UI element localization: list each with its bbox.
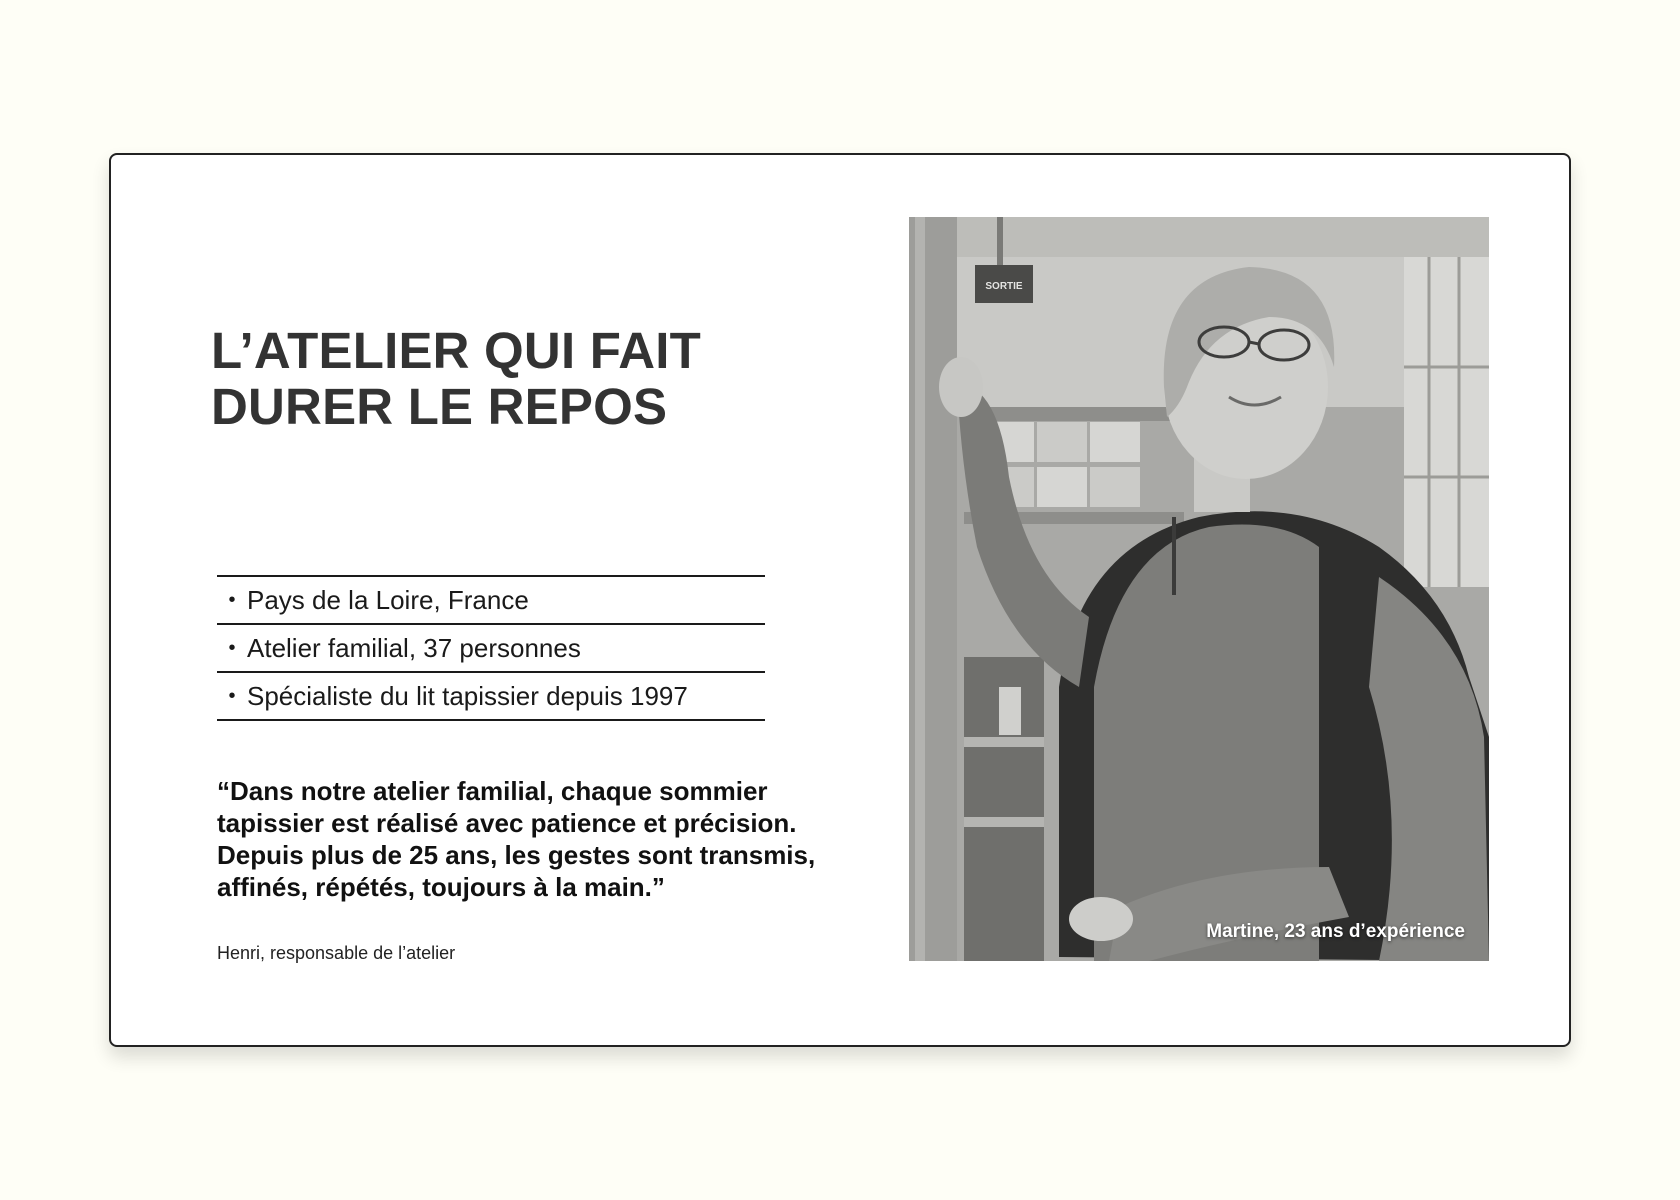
headline bbox=[211, 323, 811, 435]
quote-attribution: Henri, responsable de l’atelier bbox=[217, 943, 456, 963]
fact-label: Pays de la Loire, France bbox=[247, 584, 529, 615]
fact-label: Spécialiste du lit tapissier depuis 1997 bbox=[247, 680, 688, 711]
fact-item-staff bbox=[217, 625, 765, 673]
bullet-icon: • bbox=[228, 588, 236, 611]
atelier-card bbox=[109, 153, 1571, 1047]
headline-line-2: DURER LE REPOS bbox=[211, 378, 668, 435]
artisan-photo-illustration bbox=[909, 217, 1489, 961]
headline-line-1: L’ATELIER QUI FAIT bbox=[211, 322, 701, 379]
exit-sign-text: SORTIE bbox=[985, 281, 1023, 292]
bullet-icon: • bbox=[228, 636, 236, 659]
fact-item-specialty bbox=[217, 673, 765, 721]
fact-label: Atelier familial, 37 personnes bbox=[247, 632, 581, 663]
bullet-icon: • bbox=[228, 684, 236, 707]
photo-caption: Martine, 23 ans d’expérience bbox=[1206, 921, 1465, 942]
facts-list bbox=[217, 575, 765, 721]
fact-item-region bbox=[217, 577, 765, 625]
quote-text: “Dans notre atelier familial, chaque sommier tapissier est réalisé avec patience et précision. Depuis plus de 25 ans, les gestes sont transmis, affinés, répétés, toujours à la main.” bbox=[217, 776, 816, 902]
artisan-photo bbox=[909, 217, 1489, 961]
